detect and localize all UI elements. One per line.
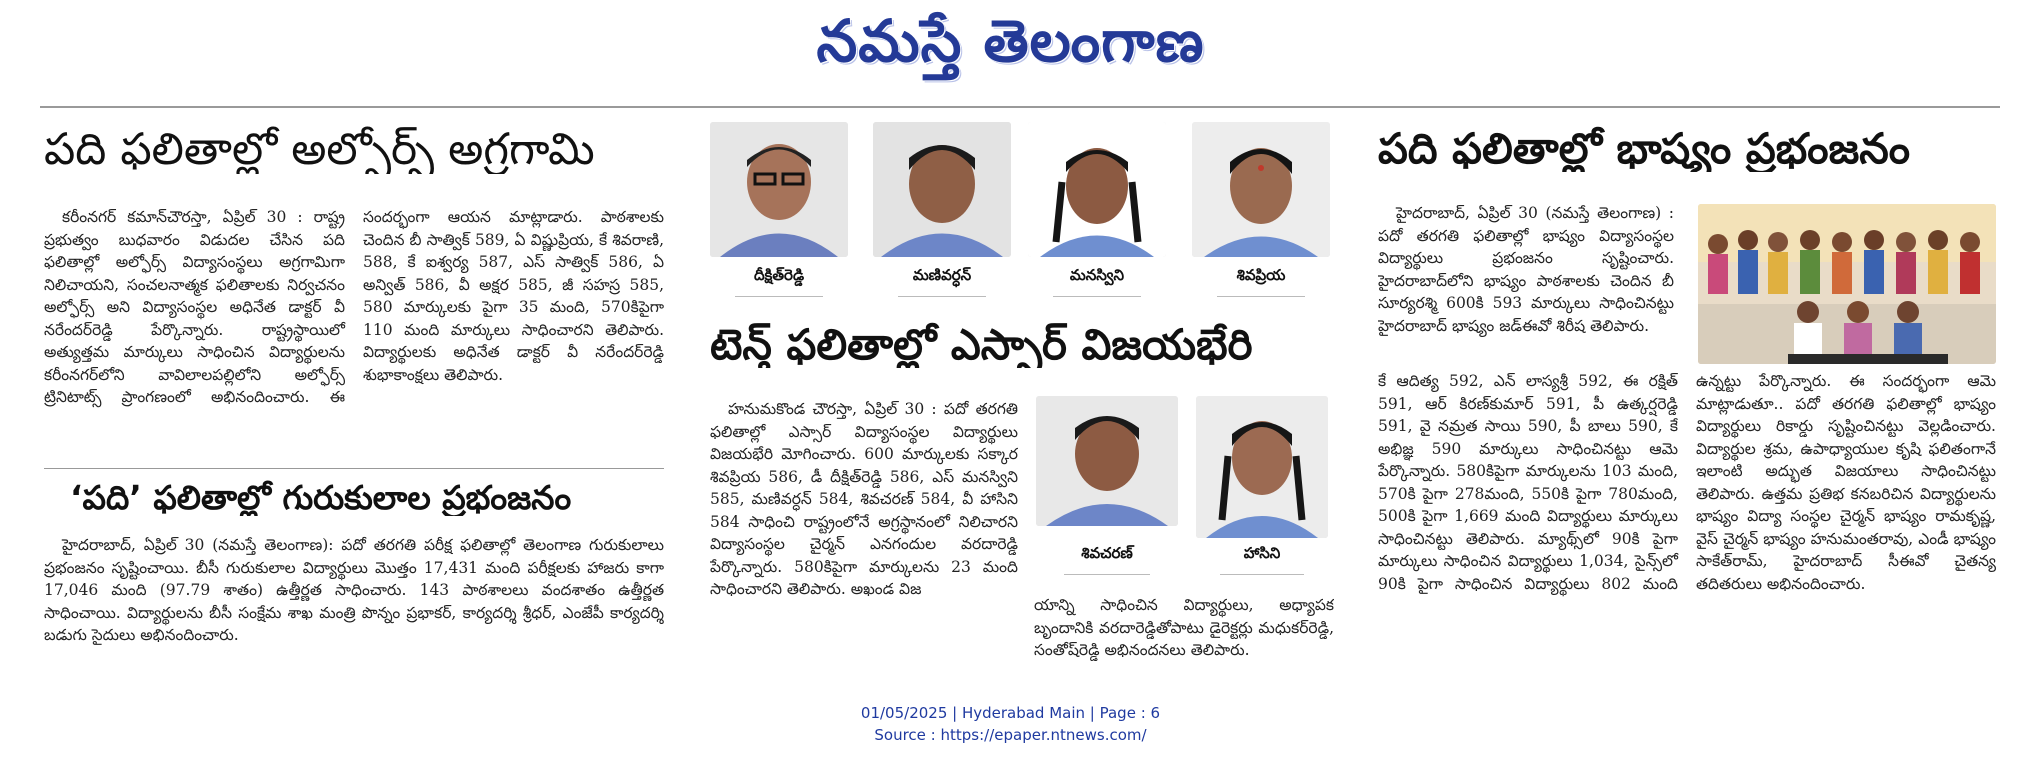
group-photo — [1698, 204, 1996, 364]
footer-date-edition: 01/05/2025 | Hyderabad Main | Page : 6 — [860, 704, 1161, 722]
article4-body-top: హైదరాబాద్, ఏప్రిల్ 30 (నమస్తే తెలంగాణ) : పదో తరగతి ఫలితాల్లో భాష్యం విద్యాసంస్థల విద్యార్థులు ప్రభంజనం సృష్టించారు. హైదరాబాద్‌లోని భాష్యం పాఠశాలకు చెందిన బీ సూర్యరశ్మి 600కి 593 మార్కులు సాధించినట్టు హైదరాబాద్ భాష్యం జడ్‌ఈవో శిరీష తెలిపారు. — [1378, 204, 1674, 335]
article1-divider — [44, 468, 664, 469]
masthead — [0, 0, 2021, 80]
student-photo-4 — [1192, 122, 1330, 257]
masthead-title: నమస్తే తెలంగాణ — [816, 7, 1205, 75]
article1-headline: పది ఫలితాల్లో అల్ఫోర్స్ అగ్రగామి — [44, 126, 595, 175]
student-photo-2 — [873, 122, 1011, 257]
caption-rule-2 — [898, 296, 986, 297]
photo-caption-1: దీక్షిత్‌రెడ్డి — [753, 266, 805, 284]
article4-headline: పది ఫలితాల్లో భాష్యం ప్రభంజనం — [1378, 126, 1910, 173]
article3-headline: టెన్త్ ఫలితాల్లో ఎస్సార్ విజయభేరి — [710, 322, 1253, 369]
photo-caption-6: హాసిని — [1243, 544, 1281, 562]
student-photo-3 — [1028, 122, 1166, 257]
photo-caption-3: మనస్విని — [1069, 266, 1125, 284]
masthead-divider — [40, 106, 2000, 108]
caption-rule-3 — [1053, 296, 1141, 297]
student-photo-6 — [1196, 396, 1328, 538]
article1-body: కరీంనగర్ కమాన్‌చౌరస్తా, ఏప్రిల్ 30 : రాష్ట్ర ప్రభుత్వం బుధవారం విడుదల చేసిన పది ఫలితాల్లో అల్ఫోర్స్ విద్యాసంస్థలు అగ్రగామిగా నిలిచాయని, సంచలనాత్మక ఫలితాలకు నిర్వచనం అల్ఫోర్స్ అని విద్యాసంస్థల అధినేత డాక్టర్ వీ నరేందర్‌రెడ్డి పేర్కొన్నారు. రాష్ట్రస్థాయిలో అత్యుత్తమ మార్కులు సాధించిన విద్యార్థులను కరీంనగర్‌లోని వావిలాలపల్లిలోని అల్ఫోర్స్ ట్రినిటాట్స్ ప్రాంగణంలో అభినందించారు. ఈ సందర్భంగా ఆయన మాట్లాడారు. పాఠశాలకు చెందిన బీ సాత్విక్ 589, ఏ విష్ణుప్రియ, కే శివరాణి, 588, కే ఐశ్వర్య 587, ఎస్ సాత్విక్ 586, ఏ అన్విత్ 586, వీ అక్షర 585, జీ సహస్ర 585, 580 మార్కులకు పైగా 35 మంది, 570కిపైగా 110 మంది మార్కులు సాధించారని తెలిపారు. విద్యార్థులకు అధినేత డాక్టర్ వీ నరేందర్‌రెడ్డి శుభాకాంక్షలు తెలిపారు. — [44, 208, 664, 406]
student-photo-1 — [710, 122, 848, 257]
article2-headline: ‘పది’ ఫలితాల్లో గురుకులాల ప్రభంజనం — [70, 480, 572, 517]
caption-rule-4 — [1217, 296, 1305, 297]
caption-rule-1 — [735, 296, 823, 297]
photo-caption-5: శివచరణ్ — [1081, 544, 1133, 562]
caption-rule-6 — [1220, 574, 1304, 575]
article3-body-right: యాన్ని సాధించిన విద్యార్థులు, అధ్యాపక బృందానికి వరదారెడ్డితోపాటు డైరెక్టర్లు మధుకర్‌రెడ్డి, సంతోష్‌రెడ్డి అభినందనలు తెలిపారు. — [1034, 596, 1334, 659]
footer — [0, 702, 2021, 746]
footer-source: Source : https://epaper.ntnews.com/ — [874, 726, 1147, 744]
student-photo-5 — [1036, 396, 1178, 526]
caption-rule-5 — [1064, 574, 1150, 575]
photo-caption-4: శివప్రియ — [1236, 266, 1286, 284]
article3-body-left: హనుమకొండ చౌరస్తా, ఏప్రిల్ 30 : పదో తరగతి ఫలితాల్లో ఎస్సార్ విద్యాసంస్థల విద్యార్థులు విజయభేరి మోగించారు. 600 మార్కులకు సక్కార శివప్రియ 586, డీ దీక్షిత్‌రెడ్డి 586, ఎస్ మనస్విని 585, మణివర్ధన్ 584, శివచరణ్ 584, వీ హాసిని 584 సాధించి రాష్ట్రంలోనే అగ్రస్థానంలో నిలిచారని విద్యాసంస్థల చైర్మన్ ఎనగందుల వరదారెడ్డి పేర్కొన్నారు. 580కిపైగా మార్కులను 23 మంది సాధించారని తెలిపారు. అఖండ విజ — [710, 400, 1018, 598]
photo-caption-2: మణివర్ధన్ — [912, 266, 972, 284]
article4-body-bottom: కే ఆదిత్య 592, ఎన్ లాస్యశ్రీ 592, ఈ రక్షిత్ 591, ఆర్ కిరణ్‌కుమార్ 591, పీ ఉత్కర్షరెడ్డి 591, వై నమ్రత సాయి 590, పీ బాలు 590, కే అభిజ్ఞ 590 మార్కులు సాధించినట్టు ఆమె పేర్కొన్నారు. 580కిపైగా మార్కులను 103 మంది, 570కి పైగా 278మంది, 550కి పైగా 780మంది, 500కి పైగా 1,669 మంది విద్యార్థులు మార్కులు సాధించినట్టు తెలిపారు. మ్యాథ్స్‌లో 90కి పైగా మార్కులు సాధించిన విద్యార్థులు 1,034, సైన్స్‌లో 90కి పైగా సాధించిన విద్యార్థులు 802 మంది ఉన్నట్టు పేర్కొన్నారు. ఈ సందర్భంగా ఆమె మాట్లాడుతూ.. పదో తరగతి ఫలితాల్లో భాష్యం విద్యార్థులు రికార్డు సృష్టించినట్టు వెల్లడించారు. విద్యార్థుల శ్రమ, ఉపాధ్యాయుల కృషి ఫలితంగానే ఇలాంటి అద్భుత విజయాలు సాధించినట్టు తెలిపారు. ఉత్తమ ప్రతిభ కనబరిచిన విద్యార్థులను భాష్యం విద్యా సంస్థల చైర్మన్ భాష్యం రామకృష్ణ, వైస్ చైర్మన్ భాష్యం హనుమంతరావు, ఎండీ భాష్యం సాకేత్‌రామ్, హైదరాబాద్ సీఈవో చైతన్య తదితరులు అభినందించారు. — [1378, 372, 1996, 593]
article2-body: హైదరాబాద్, ఏప్రిల్ 30 (నమస్తే తెలంగాణ): పదో తరగతి పరీక్ష ఫలితాల్లో తెలంగాణ గురుకులాలు ప్రభంజనం సృష్టించాయి. బీసీ గురుకులాల విద్యార్థులు మొత్తం 17,431 మంది పరీక్షలకు హాజరు కాగా 17,046 మంది (97.79 శాతం) ఉత్తీర్ణత సాధించారు. 143 పాఠశాలలు వందశాతం ఉత్తీర్ణత సాధించాయి. విద్యార్థులను బీసీ సంక్షేమ శాఖ మంత్రి పొన్నం ప్రభాకర్, కార్యదర్శి శ్రీధర్, ఎంజేపీ కార్యదర్శి బడుగు సైదులు అభినందించారు. — [44, 536, 664, 644]
